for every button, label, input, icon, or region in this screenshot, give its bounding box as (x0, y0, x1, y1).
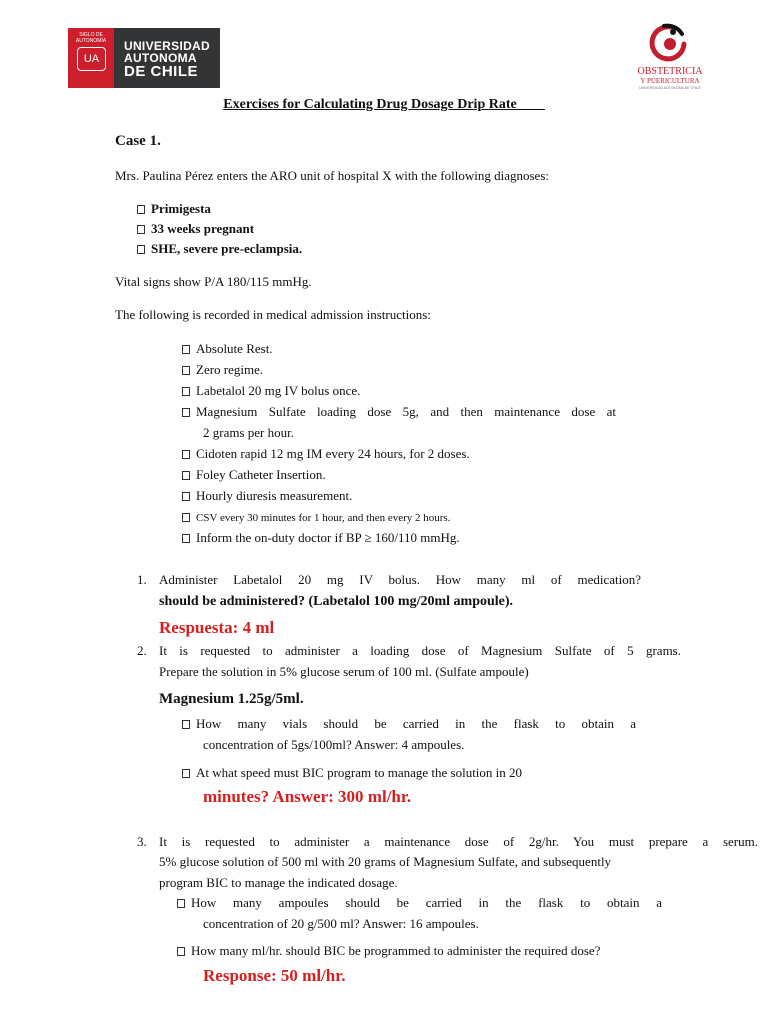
checkbox-icon (182, 769, 190, 778)
page-title (0, 97, 768, 113)
instruction-label: Zero regime. (196, 362, 264, 377)
question-note: Magnesium 1.25g/5ml. (159, 691, 304, 707)
question-number: 1. (137, 572, 147, 587)
answer-text: minutes? Answer: 300 ml/hr. (203, 787, 412, 806)
checkbox-icon (137, 225, 145, 234)
instruction-item (182, 511, 450, 525)
sub-question-text: How many ampoules should be carried in the flask to obtain a (191, 895, 662, 910)
question-number: 3. (137, 834, 147, 849)
instruction-label: Foley Catheter Insertion. (196, 467, 326, 482)
ua-monogram: UA (77, 47, 106, 71)
question-text: program BIC to manage the indicated dosage. (159, 875, 398, 890)
instruction-label: Hourly diuresis measurement. (196, 488, 353, 503)
question-text: 5% glucose solution of 500 ml with 20 grams of Magnesium Sulfate, and subsequently (159, 854, 612, 869)
obstetricia-emblem-icon (630, 22, 710, 68)
checkbox-icon (137, 245, 145, 254)
checkbox-icon (182, 492, 190, 501)
instruction-item (182, 446, 470, 462)
case-heading: Case 1. (115, 133, 161, 149)
instruction-label: Inform the on-duty doctor if BP ≥ 160/110 mmHg. (196, 530, 460, 545)
diagnosis-item (137, 221, 254, 237)
ua-wordmark (124, 40, 210, 79)
instruction-label: Absolute Rest. (196, 341, 273, 356)
obstetricia-line1: OBSTETRICIA (637, 66, 703, 77)
question-number: 2. (137, 643, 147, 658)
checkbox-icon (182, 387, 190, 396)
checkbox-icon (137, 205, 145, 214)
instruction-label: Labetalol 20 mg IV bolus once. (196, 383, 361, 398)
sub-question-text: concentration of 20 g/500 ml? Answer: 16 ampoules. (203, 916, 479, 931)
ua-shield-icon (68, 28, 114, 88)
title-underline: ____ (516, 97, 545, 112)
vital-signs-text: Vital signs show P/A 180/115 mmHg. (115, 274, 312, 289)
diagnosis-label: Primigesta (151, 201, 211, 216)
instruction-label: Magnesium Sulfate loading dose 5g, and then maintenance dose at (196, 404, 616, 419)
answer-text: Respuesta: 4 ml (159, 618, 275, 637)
checkbox-icon (182, 408, 190, 417)
instruction-item (182, 383, 360, 399)
sub-question (182, 765, 522, 781)
checkbox-icon (177, 947, 185, 956)
obstetricia-line3: UNIVERSIDAD AUTÓNOMA DE CHILE (639, 86, 701, 90)
checkbox-icon (182, 450, 190, 459)
ua-line3: DE CHILE (124, 63, 199, 80)
question-text: It is requested to administer a loading dose of Magnesium Sulfate of 5 grams. (159, 643, 681, 658)
ua-line1: UNIVERSIDAD (124, 39, 210, 53)
instruction-label: CSV every 30 minutes for 1 hour, and then every 2 hours. (196, 512, 451, 524)
instructions-intro: The following is recorded in medical admission instructions: (115, 307, 431, 322)
ua-line2: AUTONOMA (124, 51, 197, 65)
instruction-item (182, 404, 616, 420)
checkbox-icon (182, 471, 190, 480)
checkbox-icon (182, 513, 190, 522)
question-text: Administer Labetalol 20 mg IV bolus. How many ml of medication? (159, 572, 641, 587)
diagnosis-label: 33 weeks pregnant (151, 221, 255, 236)
intro-text: Mrs. Paulina Pérez enters the ARO unit of hospital X with the following diagnoses: (115, 168, 549, 183)
diagnosis-item (137, 201, 211, 217)
instruction-item (182, 530, 460, 546)
diagnosis-item (137, 241, 302, 257)
answer-text: Response: 50 ml/hr. (203, 966, 346, 985)
instruction-item (182, 362, 263, 378)
checkbox-icon (182, 534, 190, 543)
question-text: Prepare the solution in 5% glucose serum of 100 ml. (Sulfate ampoule) (159, 664, 529, 679)
sub-question-text: How many vials should be carried in the flask to obtain a (196, 716, 636, 731)
question-text: should be administered? (Labetalol 100 mg/20ml ampoule). (159, 594, 514, 609)
checkbox-icon (182, 345, 190, 354)
title-text: Exercises for Calculating Drug Dosage Drip Rate (223, 97, 517, 112)
sub-question-text: How many ml/hr. should BIC be programmed to administer the required dose? (191, 943, 601, 958)
obstetricia-logo (630, 22, 710, 94)
diagnosis-label: SHE, severe pre-eclampsia. (151, 241, 303, 256)
checkbox-icon (182, 720, 190, 729)
sub-question (182, 716, 636, 732)
obstetricia-line2: Y PUERICULTURA (640, 77, 700, 85)
checkbox-icon (182, 366, 190, 375)
ua-seal-text: SIGLO DE AUTONOMÍA (75, 32, 107, 44)
sub-question-text: At what speed must BIC program to manage the solution in 20 (196, 765, 523, 780)
instruction-continuation: 2 grams per hour. (203, 425, 294, 440)
checkbox-icon (177, 899, 185, 908)
sub-question (177, 895, 662, 911)
instruction-item (182, 341, 273, 357)
instruction-item (182, 467, 326, 483)
sub-question (177, 943, 600, 959)
instruction-item (182, 488, 352, 504)
instruction-label: Cidoten rapid 12 mg IM every 24 hours, for 2 doses. (196, 446, 470, 461)
question-text: It is requested to administer a maintenance dose of 2g/hr. You must prepare a serum. (159, 834, 758, 849)
universidad-autonoma-logo (68, 28, 220, 88)
sub-question-text: concentration of 5gs/100ml? Answer: 4 ampoules. (203, 737, 465, 752)
